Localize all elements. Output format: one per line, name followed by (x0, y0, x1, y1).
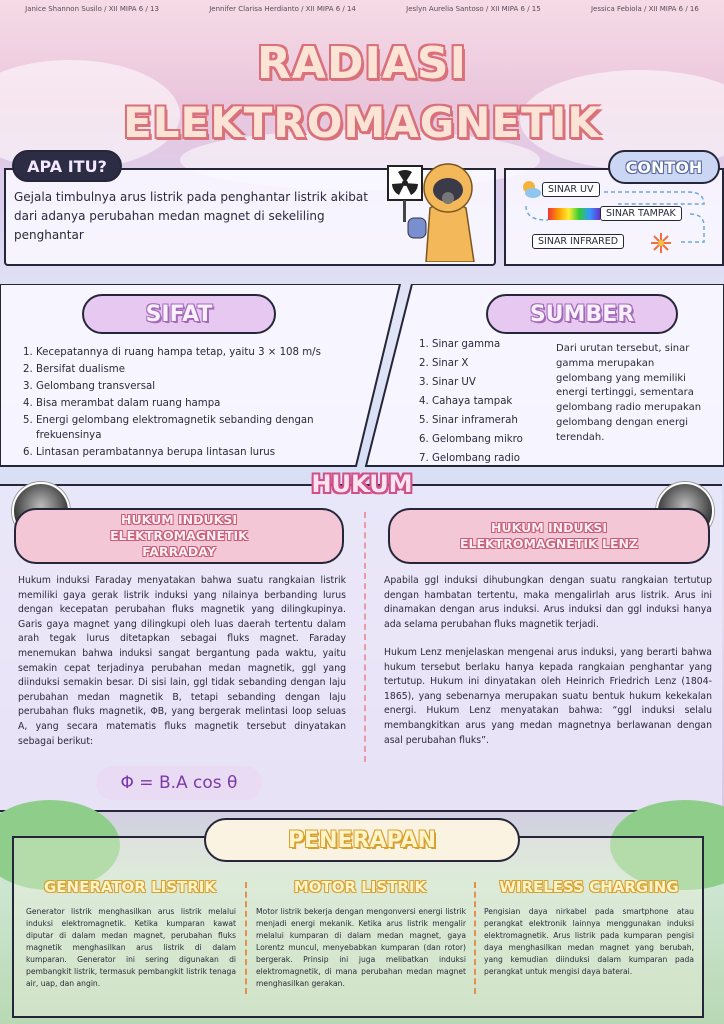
sifat-label: SIFAT (82, 294, 276, 334)
sumber-item: 7. Gelombang radio (432, 452, 550, 467)
lenz-title-text: HUKUM INDUKSI ELEKTROMAGNETIK LENZ (459, 520, 639, 551)
sifat-item: 3. Gelombang transversal (36, 380, 342, 395)
hukum-label: HUKUM (311, 470, 413, 498)
penerapan-divider (245, 882, 247, 994)
faraday-title (14, 508, 344, 564)
sifat-item: 4. Bisa merambat dalam ruang hampa (36, 397, 342, 412)
lenz-title (388, 508, 710, 564)
sumber-item: 5. Sinar inframerah (432, 414, 550, 429)
sumber-item: 1. Sinar gamma (432, 338, 550, 353)
wireless-text: Pengisian daya nirkabel pada smartphone atau perangkat elektronik lainnya menggunakan induksi elektromagnetik. Arus listrik pada kumparan pengisi daya menghasilkan medan magnet yang berubah, yang kemudian diinduksi dalam kumparan pada perangkat untuk mengisi daya baterai. (484, 907, 694, 976)
contoh-label: CONTOH (608, 150, 720, 184)
credit: Jennifer Clarisa Herdianto / XII MIPA 6 / 14 (209, 5, 356, 13)
example-infrared: SINAR INFRARED (532, 234, 624, 249)
lenz-text-1: Apabila ggl induksi dihubungkan dengan suatu rangkaian tertutup dengan hambatan tertentu, maka mengalirlah arus listrik. Arus ini dinamakan dengan arus induksi. Arus induksi dan ggl induksi hanya ada selama perubahan fluks magnetik terjadi. (384, 575, 712, 630)
credit: Jessica Febiola / XII MIPA 6 / 16 (590, 5, 699, 13)
wireless-title: WIRELESS CHARGING (499, 878, 679, 896)
sumber-list (420, 338, 550, 471)
sumber-item: 3. Sinar UV (432, 376, 550, 391)
example-uv: SINAR UV (542, 182, 600, 197)
credits (0, 5, 724, 13)
title-line2: ELEKTROMAGNETIK (123, 98, 601, 147)
connector-lines (518, 186, 718, 256)
sumber-item: 4. Cahaya tampak (432, 395, 550, 410)
motor-title: MOTOR LISTRIK (293, 878, 427, 896)
generator-text: Generator listrik menghasilkan arus listrik melalui induksi elektromagnetik. Ketika kumparan kawat diputar di dalam medan magnet, perubahan fluks magnetik menghasilkan arus listrik di dalam kumparan. Generator ini sering digunakan di pembangkit listrik, termasuk pembangkit listrik tenaga air, uap, dan angin. (26, 907, 236, 988)
faraday-title-text: HUKUM INDUKSI ELEKTROMAGNETIK FARRADAY (110, 512, 248, 559)
faraday-formula: Φ = B.A cos θ (96, 766, 262, 800)
motor-text: Motor listrik bekerja dengan mengonversi energi listrik menjadi energi mekanik. Ketika arus listrik mengalir melalui kumparan di dalam medan magnet, gaya Lorentz muncul, menyebabkan kumparan (dan rotor) bergerak. Prinsip ini juga melibatkan induksi elektromagnetik, di mana perubahan medan magnet menghasilkan gerakan. (256, 907, 466, 988)
sifat-item: 1. Kecepatannya di ruang hampa tetap, yaitu 3 × 108 m/s (36, 346, 342, 361)
sifat-list (24, 346, 342, 463)
hazmat-person-icon (404, 160, 492, 262)
sumber-item: 2. Sinar X (432, 357, 550, 372)
penerapan-divider (474, 882, 476, 994)
example-visible: SINAR TAMPAK (600, 206, 682, 221)
sifat-item: 5. Energi gelombang elektromagnetik sebanding dengan frekuensinya (36, 414, 342, 443)
sifat-item: 2. Bersifat dualisme (36, 363, 342, 378)
generator-title: GENERATOR LISTRIK (43, 878, 217, 896)
hukum-divider (364, 512, 366, 762)
penerapan-label: PENERAPAN (204, 818, 520, 862)
lenz-text-2: Hukum Lenz menjelaskan mengenai arus induksi, yang berarti bahwa hukum tersebut berlaku hanya kepada rangkaian penghantar yang tertutup. Hukum ini dinyatakan oleh Heinrich Friedrich Lenz (1804-1865), yang sebenarnya merupakan suatu bentuk hukum kekekalan energi. Hukum Lenz menyatakan bahwa: “ggl induksi selalu membangkitkan arus yang medan magnetnya berlawanan dengan asal perubahan fluks”. (384, 647, 712, 746)
faraday-text: Hukum induksi Faraday menyatakan bahwa suatu rangkaian listrik memiliki gaya gerak listrik induksi yang nilainya berbanding lurus dengan kecepatan perubahan fluks magnetik yang dilingkupinya. Garis gaya magnet yang dilingkupi oleh luas daerah tertentu dalam arah tegak lurus ditetapkan sebagai fluks magnet. Faraday menemukan bahwa induksi sangat bergantung pada waktu, yaitu semakin cepat terjadinya perubahan medan magnetik, ggl yang diinduksi semakin besar. Di sisi lain, ggl tidak sebanding dengan laju perubahan medan magnetik B, tetapi sebanding dengan laju perubahan fluks magnetik, ΦB, yang bergerak melintasi loop seluas A, yang secara matematis fluks magnetik tersebut dinyatakan sebagai berikut: (18, 575, 346, 747)
apa-itu-text: Gejala timbulnya arus listrik pada penghantar listrik akibat dari adanya perubahan medan magnet di sekeliling penghantar (14, 190, 368, 242)
credit: Jeslyn Aurelia Santoso / XII MIPA 6 / 15 (406, 5, 541, 13)
credit: Janice Shannon Susilo / XII MIPA 6 / 13 (25, 5, 159, 13)
sumber-item: 6. Gelombang mikro (432, 433, 550, 448)
title-line1: RADIASI (257, 38, 467, 89)
sifat-item: 6. Lintasan perambatannya berupa lintasan lurus (36, 446, 342, 461)
sumber-label: SUMBER (486, 294, 678, 334)
sumber-note: Dari urutan tersebut, sinar gamma merupakan gelombang yang memiliki energi tertinggi, sementara gelombang radio merupakan gelombang dengan energi terendah. (556, 343, 702, 443)
apa-itu-label: APA ITU? (12, 150, 122, 182)
